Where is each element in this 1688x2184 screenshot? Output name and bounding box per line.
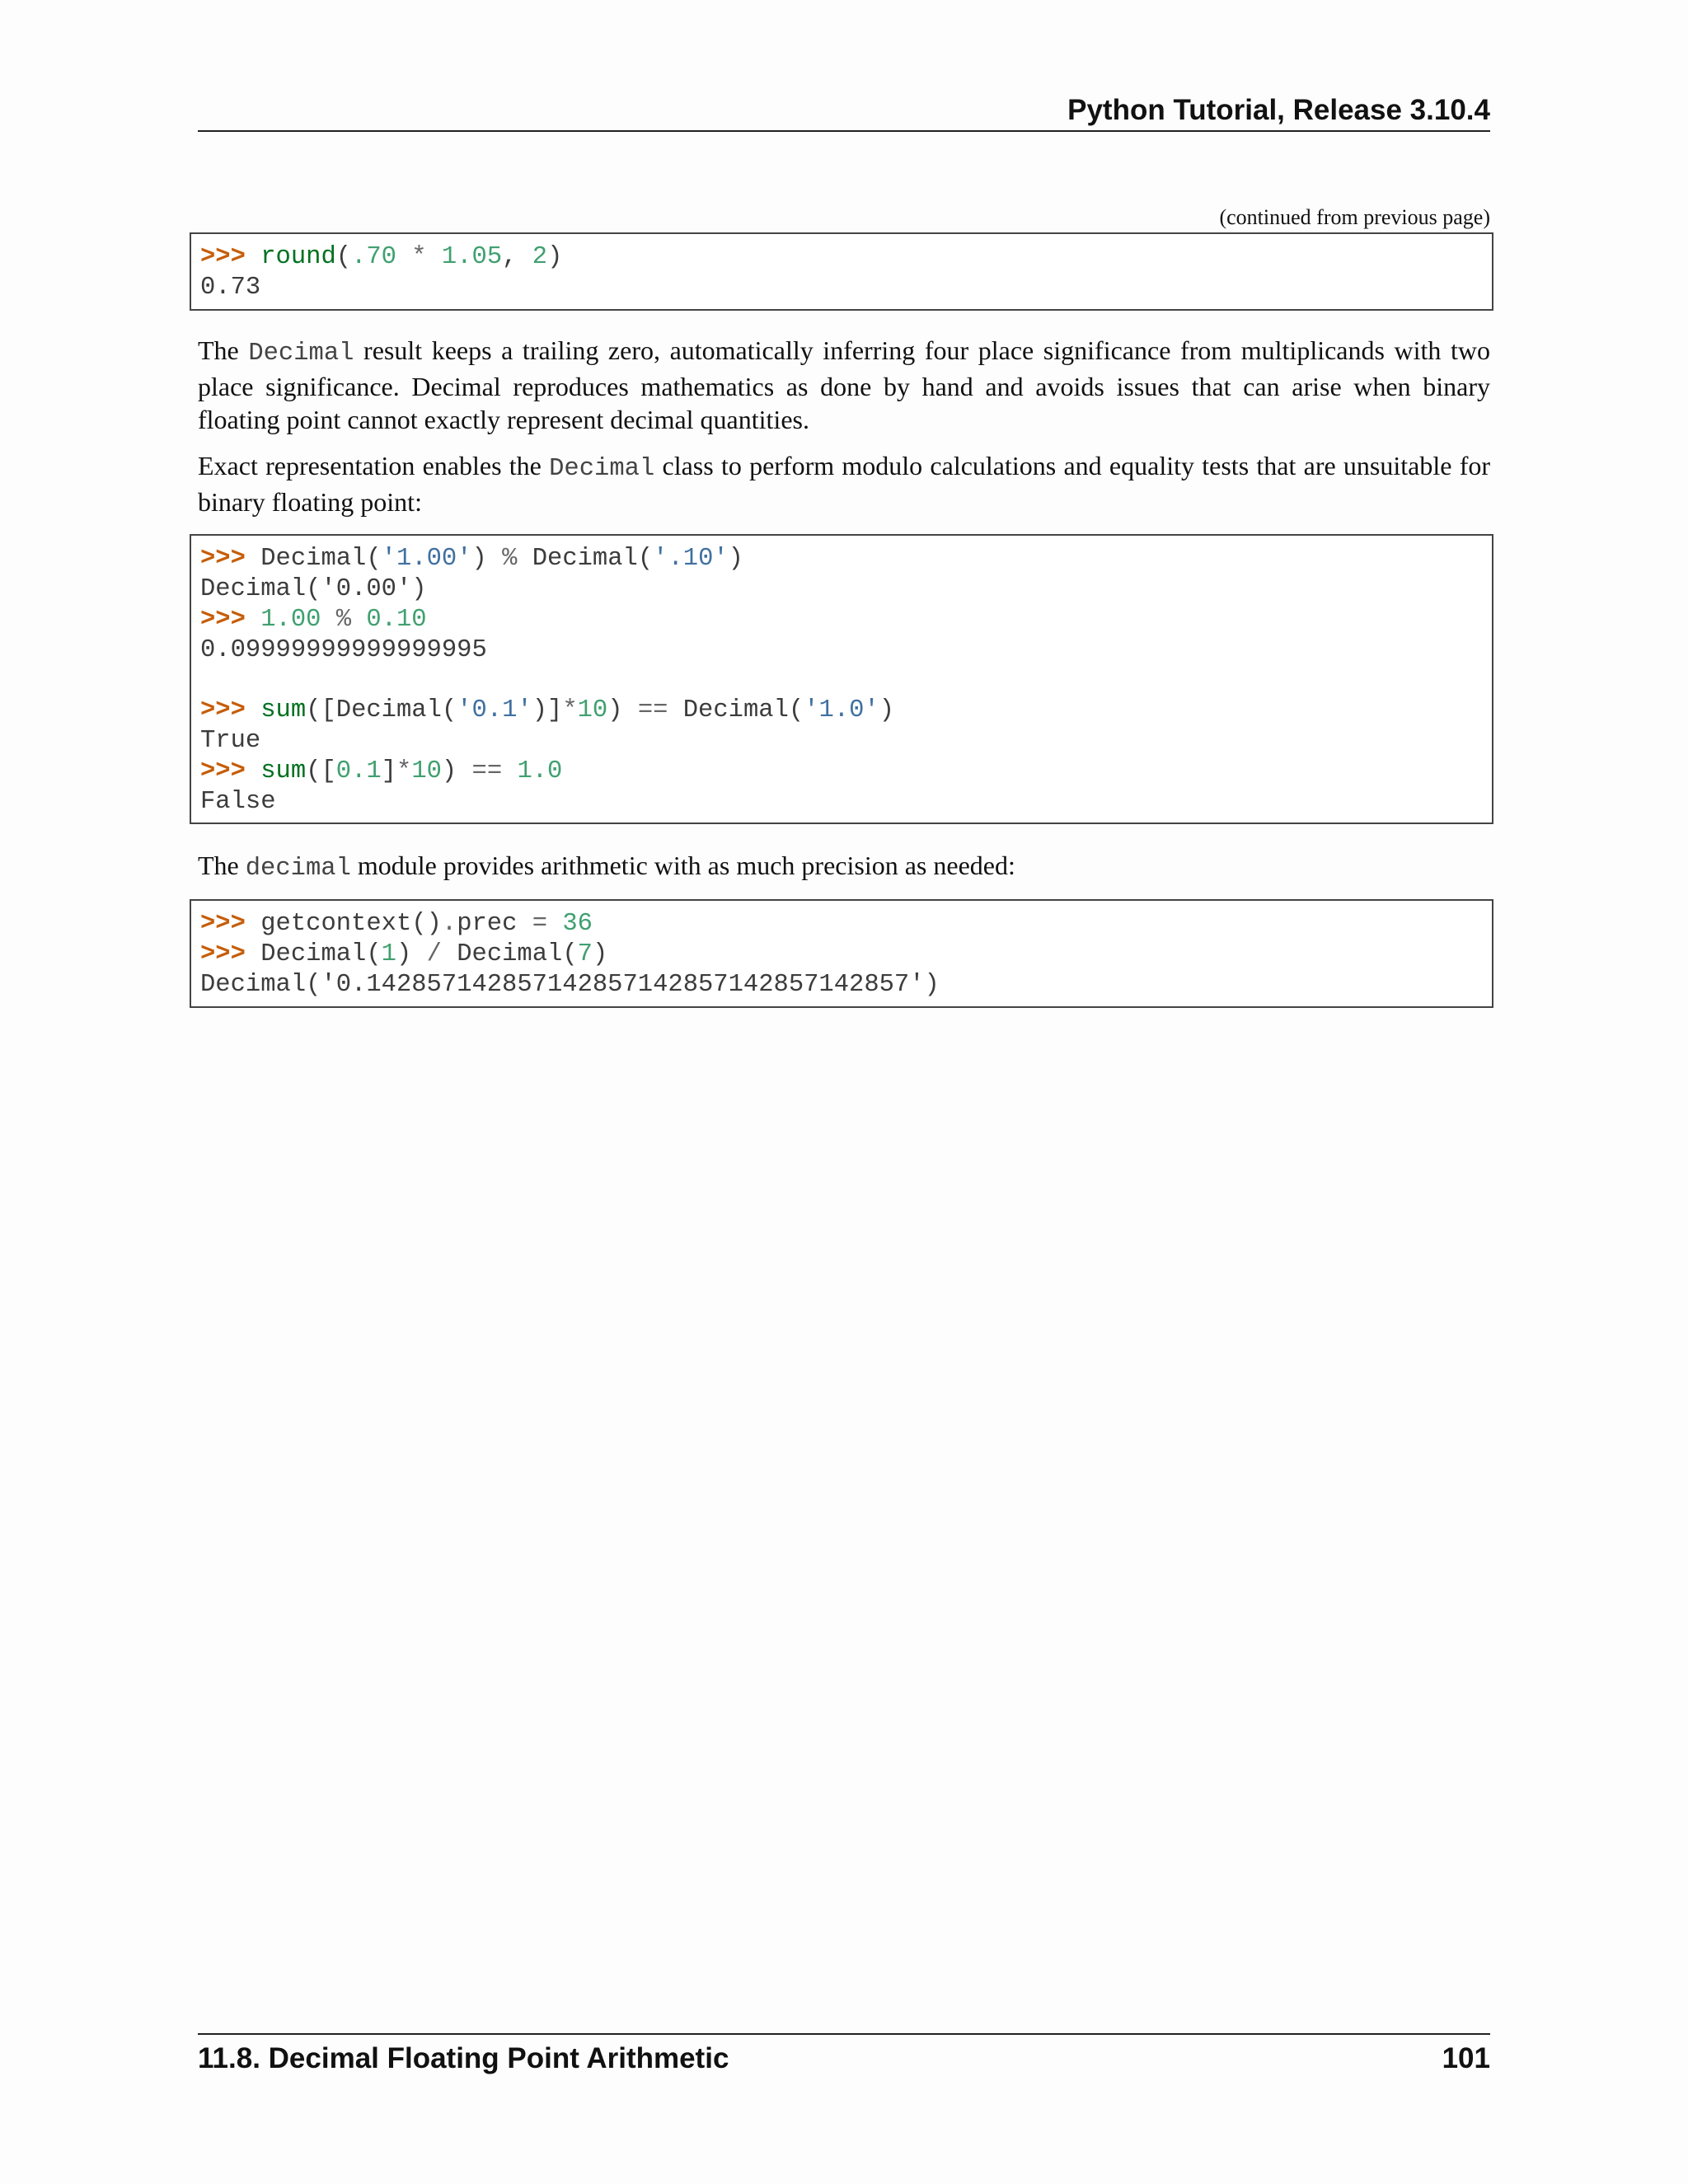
code-token: Decimal( [517, 545, 654, 573]
code-token: 0.1 [335, 757, 382, 786]
code-token: )] [532, 696, 563, 725]
code-token: ) [879, 696, 895, 725]
output-text: Decimal('0.142857142857142857142857142857142857') [200, 970, 940, 999]
code-token [502, 757, 517, 785]
code-token: , [502, 243, 532, 271]
code-token: = [532, 910, 548, 938]
running-header: Python Tutorial, Release 3.10.4 [1067, 94, 1490, 126]
output-text: 0.09999999999999995 [200, 635, 487, 664]
code-token: % [335, 605, 352, 634]
inline-code: decimal [245, 855, 351, 883]
paragraph-text: result keeps a trailing zero, automatically inferring four place significance from multiplicands with two place significance. Decimal reproduces mathematics as done by hand and avoids issues that can arise when binary floating point cannot exactly represent decimal quantities. [198, 335, 1490, 434]
code-line [200, 909, 1483, 940]
code-token: == [637, 696, 668, 725]
code-token: .70 [351, 243, 396, 271]
paragraph-text: module provides arithmetic with as much precision as needed: [350, 851, 1015, 880]
code-token: ([Decimal( [306, 696, 457, 725]
code-token: 1.0 [517, 757, 563, 786]
code-line [200, 726, 1483, 757]
code-token: == [471, 757, 503, 786]
code-line [200, 242, 1483, 273]
code-token: Decimal( [260, 940, 382, 968]
code-token: ( [335, 243, 352, 271]
code-token: ) [396, 940, 427, 968]
code-line [200, 605, 1483, 635]
footer-rule [198, 2033, 1490, 2035]
code-token: ) [441, 757, 472, 786]
code-token: Decimal( [441, 940, 578, 968]
inline-code: Decimal [248, 340, 354, 368]
code-block-modulo [190, 534, 1493, 824]
code-token: 10 [577, 696, 608, 725]
code-token: prec [457, 910, 532, 938]
code-line [200, 666, 1483, 696]
code-token: % [502, 545, 518, 573]
code-line [200, 970, 1483, 1001]
code-token: * [562, 696, 578, 725]
code-token [547, 910, 562, 938]
header-rule [198, 130, 1490, 132]
code-token: ) [728, 545, 743, 573]
paragraph-text: Exact representation enables the [198, 451, 550, 480]
code-token: ) [547, 243, 563, 271]
code-token [321, 606, 335, 634]
code-token: 0.10 [366, 605, 427, 634]
paragraph-exact-representation [198, 449, 1490, 518]
code-token: '1.00' [381, 545, 472, 573]
code-token: ) [471, 545, 503, 573]
output-text: 0.73 [200, 273, 261, 302]
inline-code: Decimal [549, 455, 655, 483]
code-token: ] [381, 757, 396, 786]
code-block-round [190, 232, 1493, 311]
code-token: 7 [577, 940, 593, 968]
code-token [351, 606, 366, 634]
continued-note: (continued from previous page) [1219, 205, 1490, 229]
prompt-token: >>> [200, 940, 246, 968]
code-token: 10 [411, 757, 442, 786]
code-token: '0.1' [457, 696, 532, 725]
code-line [200, 757, 1483, 787]
code-token: sum [260, 696, 307, 725]
prompt-token: >>> [200, 757, 246, 786]
paragraph-text: class to perform modulo calculations and equality tests that are unsuitable for binary floating point: [198, 451, 1491, 517]
code-token: ) [607, 696, 638, 725]
code-token: Decimal( [260, 545, 382, 573]
code-token: getcontext() [260, 910, 442, 938]
code-line [200, 787, 1483, 818]
code-token: ([ [306, 757, 336, 786]
code-token: round [260, 243, 336, 271]
prompt-token: >>> [200, 545, 246, 573]
code-token: 1.05 [441, 243, 503, 271]
code-line [200, 574, 1483, 605]
code-token: . [441, 910, 457, 938]
paragraph-decimal-module [198, 849, 1490, 885]
prompt-token: >>> [200, 243, 246, 271]
code-token: 1 [381, 940, 396, 968]
code-token: '.10' [653, 545, 729, 573]
footer-section-title: 11.8. Decimal Floating Point Arithmetic [198, 2042, 729, 2074]
code-block-precision [190, 899, 1493, 1008]
prompt-token: >>> [200, 605, 246, 634]
paragraph-text: The [198, 335, 249, 365]
code-token: sum [260, 757, 307, 786]
prompt-token: >>> [200, 910, 246, 938]
code-token: Decimal( [668, 696, 804, 725]
paragraph-text: The [198, 851, 246, 880]
code-token: / [426, 940, 442, 968]
code-token [427, 243, 442, 271]
prompt-token: >>> [200, 696, 246, 725]
code-token: * [396, 757, 412, 786]
code-token: ) [592, 940, 608, 968]
code-token: 1.00 [260, 605, 321, 634]
page-number: 101 [1442, 2042, 1490, 2074]
code-line [200, 940, 1483, 970]
code-token: 2 [532, 243, 548, 271]
code-line [200, 544, 1483, 574]
paragraph-decimal-result [198, 334, 1490, 436]
code-token: '1.0' [804, 696, 879, 725]
code-token: * [411, 243, 427, 271]
code-line [200, 635, 1483, 666]
output-text: True [200, 727, 261, 756]
code-token [396, 243, 411, 271]
output-text: False [200, 788, 276, 817]
output-text: Decimal('0.00') [200, 574, 427, 603]
code-line [200, 273, 1483, 303]
code-token: 36 [562, 910, 593, 938]
code-line [200, 696, 1483, 726]
